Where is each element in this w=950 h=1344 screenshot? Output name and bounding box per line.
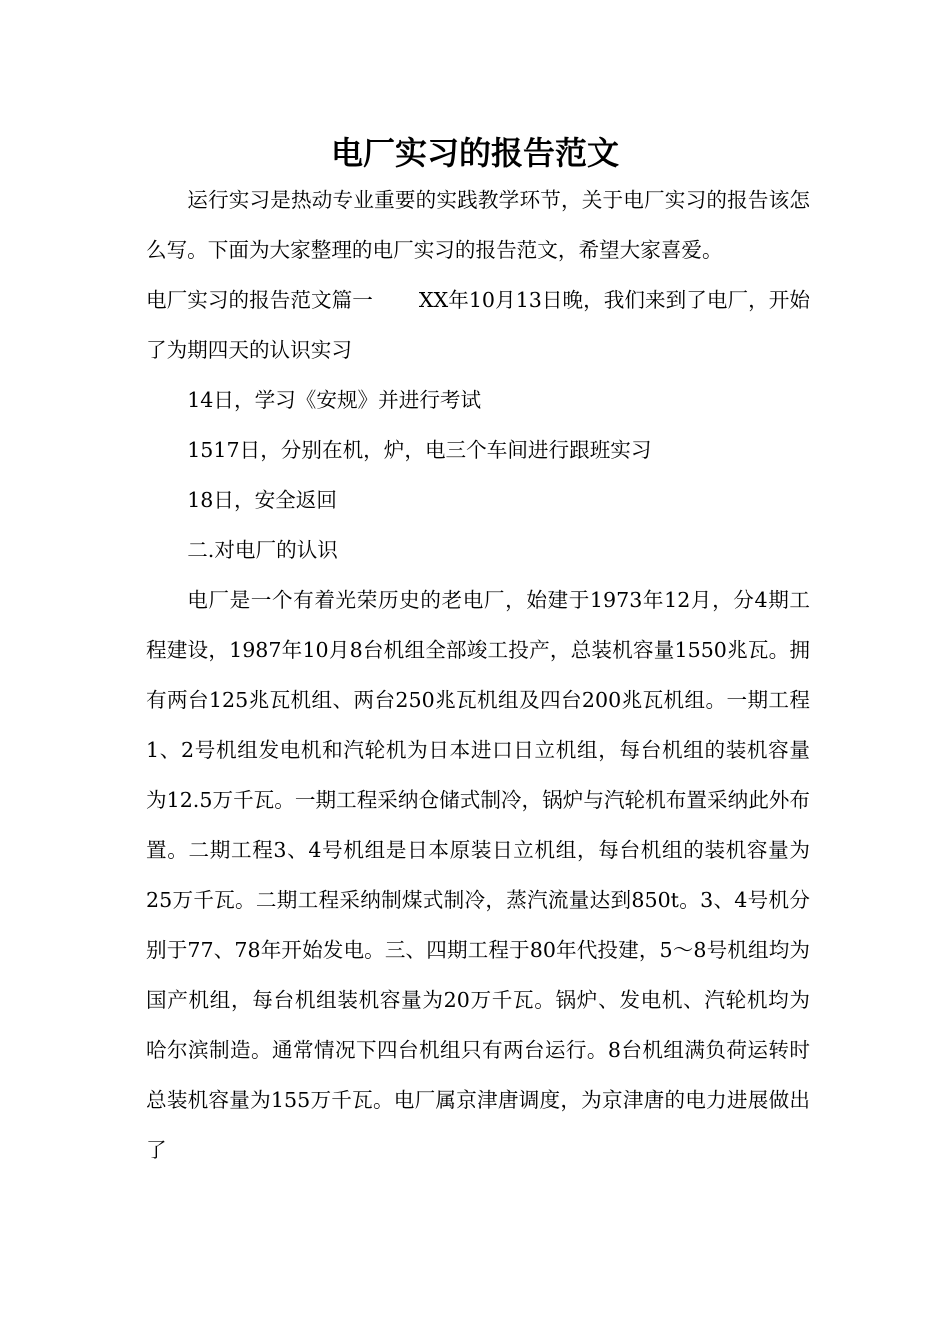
document-body xyxy=(146,175,810,1175)
schedule-item: 18日，安全返回 xyxy=(187,488,337,512)
main-paragraph: 电厂是一个有着光荣历史的老电厂，始建于1973年12月，分4期工程建设，1987年10月8台机组全部竣工投产，总装机容量1550兆瓦。拥有两台125兆瓦机组、两台250兆瓦机组及四台200兆瓦机组。一期工程1、2号机组发电机和汽轮机为日本进口日立机组，每台机组的装机容量为12.5万千瓦。一期工程采纳仓储式制冷，锅炉与汽轮机布置采纳此外布置。二期工程3、4号机组是日本原装日立机组，每台机组的装机容量为25万千瓦。二期工程采纳制煤式制冷，蒸汽流量达到850t。3、4号机分别于77、78年开始发电。三、四期工程于80年代投建，5～8号机组均为国产机组，每台机组装机容量为20万千瓦。锅炉、发电机、汽轮机均为哈尔滨制造。通常情况下四台机组只有两台运行。8台机组满负荷运转时总装机容量为155万千瓦。电厂属京津唐调度，为京津唐的电力进展做出了 xyxy=(146,588,810,1162)
schedule-item: 1517日，分别在机，炉，电三个车间进行跟班实习 xyxy=(187,438,652,462)
section-heading: 电厂实习的报告范文篇一 xyxy=(146,288,373,312)
intro-paragraph: 运行实习是热动专业重要的实践教学环节，关于电厂实习的报告该怎么写。下面为大家整理的电厂实习的报告范文，希望大家喜爱。 xyxy=(146,188,810,262)
document-title: 电厂实习的报告范文 xyxy=(330,134,619,172)
section-paragraph xyxy=(146,275,810,375)
section-lead: XX年10月13日晚，我们来到了电厂，开始了为期四天的认识实习 xyxy=(146,288,810,362)
schedule-item: 14日，学习《安规》并进行考试 xyxy=(187,388,482,412)
subheading: 二.对电厂的认识 xyxy=(187,538,338,562)
